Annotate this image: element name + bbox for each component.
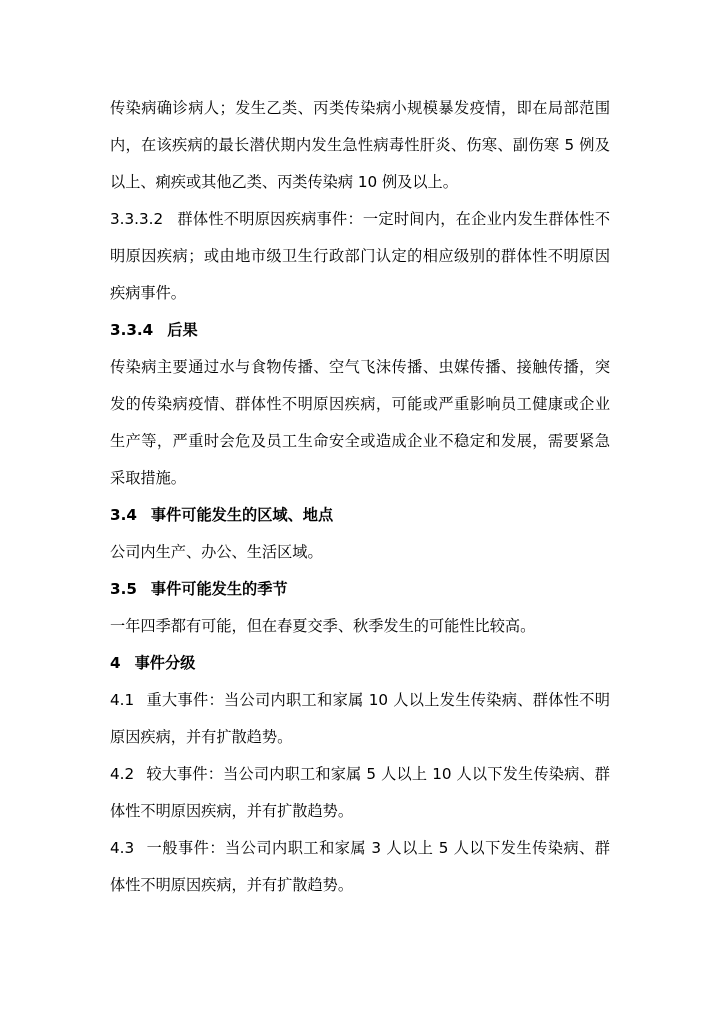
list-item-4-1 [110, 682, 610, 756]
heading-text: 后果 [167, 321, 198, 339]
heading-text: 事件可能发生的区域、地点 [150, 506, 334, 524]
list-item-4-2 [110, 756, 610, 830]
document-page [110, 90, 610, 904]
heading-number: 4 [110, 654, 121, 672]
list-item-4-3 [110, 830, 610, 904]
paragraph-areas [110, 534, 610, 571]
clause-text: 群体性不明原因疾病事件：一定时间内，在企业内发生群体性不明原因疾病；或由地市级卫生行政部门认定的相应级别的群体性不明原因疾病事件。 [110, 210, 610, 302]
paragraph-infectious-case-definition [110, 90, 610, 201]
paragraph-seasons [110, 608, 610, 645]
paragraph-text: 传染病主要通过水与食物传播、空气飞沫传播、虫媒传播、接触传播，突发的传染病疫情、群体性不明原因疾病，可能或严重影响员工健康或企业生产等，严重时会危及员工生命安全或造成企业不稳定和发展，需要紧急采取措施。 [110, 358, 610, 487]
list-item-number: 4.3 [110, 839, 135, 857]
list-item-number: 4.2 [110, 765, 135, 783]
heading-number: 3.5 [110, 580, 137, 598]
list-item-number: 4.1 [110, 691, 135, 709]
section-heading-3-3-4 [110, 312, 610, 349]
clause-number: 3.3.3.2 [110, 210, 164, 228]
paragraph-text: 传染病确诊病人；发生乙类、丙类传染病小规模暴发疫情，即在局部范围内，在该疾病的最长潜伏期内发生急性病毒性肝炎、伤寒、副伤寒 5 例及以上、痢疾或其他乙类、丙类传染病 10 例及以上。 [110, 99, 610, 191]
list-item-text: 一般事件：当公司内职工和家属 3 人以上 5 人以下发生传染病、群体性不明原因疾病，并有扩散趋势。 [110, 839, 610, 894]
clause-3-3-3-2 [110, 201, 610, 312]
list-item-text: 重大事件：当公司内职工和家属 10 人以上发生传染病、群体性不明原因疾病，并有扩散趋势。 [110, 691, 610, 746]
section-heading-4 [110, 645, 610, 682]
heading-text: 事件分级 [134, 654, 196, 672]
paragraph-consequences [110, 349, 610, 497]
paragraph-text: 一年四季都有可能，但在春夏交季、秋季发生的可能性比较高。 [110, 617, 536, 635]
paragraph-text: 公司内生产、办公、生活区域。 [110, 543, 323, 561]
heading-number: 3.3.4 [110, 321, 154, 339]
heading-text: 事件可能发生的季节 [150, 580, 288, 598]
section-heading-3-4 [110, 497, 610, 534]
heading-number: 3.4 [110, 506, 137, 524]
section-heading-3-5 [110, 571, 610, 608]
list-item-text: 较大事件：当公司内职工和家属 5 人以上 10 人以下发生传染病、群体性不明原因疾病，并有扩散趋势。 [110, 765, 610, 820]
